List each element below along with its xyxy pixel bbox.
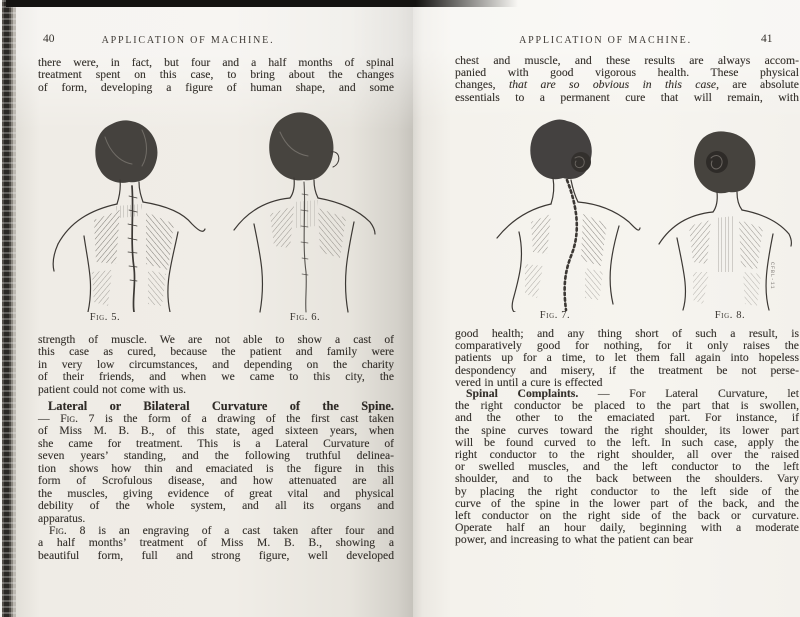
text-line: Spinal Complaints. — For Lateral Curvature, let [466, 387, 799, 400]
fig8-caption: Fig. 8. [714, 310, 746, 321]
text-line: power, and increasing to what the patient can bear [455, 533, 694, 547]
neck [713, 192, 742, 212]
text-line: in very low circumstances, and depending on the charity [38, 357, 394, 371]
text-line: of form, developing a figure of human shape, and some [38, 80, 394, 94]
text-line: or swelled muscles, and the left conductor to the left [455, 460, 799, 474]
text-line: there were, in fact, but four and a half months of spinal [38, 56, 394, 69]
fig7-illustration [485, 116, 645, 312]
text-line: essentials to a permanent cure that will remain, with [455, 90, 799, 104]
text-line: of Miss M. B. B., of this state, aged sixteen years, when [38, 424, 394, 438]
text-line: form of Scrofulous disease, and how attenuated are all [38, 474, 394, 488]
fig5-caption: Fig. 5. [89, 312, 121, 323]
torso-right [610, 226, 619, 304]
text-line: curve of the spine in the lower part of the back, and the [455, 496, 799, 510]
text-line: the spine curves toward the right shoulder, its lower part [455, 423, 799, 437]
fig7-caption: Fig. 7. [539, 310, 571, 321]
text-line: will be found curved to the left. In such case, apply the [455, 435, 799, 449]
text-line: the right conductor be placed to the part that is swollen, [455, 399, 799, 413]
text-line: Operate half an hour daily, beginning with a moderate [455, 521, 799, 535]
torso-right [346, 222, 354, 312]
text-line: patient could not come with us. [38, 382, 187, 396]
paragraph-fig8-left [38, 525, 394, 562]
engraver-mark: CFBL-11 [769, 262, 776, 290]
paragraph-top-left [38, 57, 394, 94]
text-line: and the other to the emaciated part. For instance, if [455, 411, 799, 425]
paragraph-top-right [455, 55, 799, 104]
paragraph-after-figures-right [455, 328, 799, 389]
hair-bun [706, 151, 728, 173]
text-line: tion shows how thin and emaciated is the figure in this [38, 461, 394, 475]
hair [95, 120, 157, 183]
text-line: chest and muscle, and these results are always accom- [455, 54, 799, 67]
shoulders [497, 202, 640, 238]
running-head-right: APPLICATION OF MACHINE. [519, 35, 692, 46]
torso-left [254, 224, 262, 312]
text-line: good health; and any thing short of such a result, is [455, 327, 799, 340]
page-number-right: 41 [761, 33, 773, 45]
fig6-illustration [230, 102, 376, 314]
torso-left [512, 232, 521, 312]
shading-left-scapula [94, 210, 120, 264]
text-line: by placing the right conductor to the left side of the [455, 484, 799, 498]
text-line: comparatively good for nothing, for it only raises the [455, 339, 799, 353]
fig5-illustration [50, 112, 206, 312]
text-line: left conductor on the right side of the back or curvature. [455, 509, 799, 523]
text-line: a half months’ treatment of Miss M. B. B., showing a [38, 536, 394, 550]
text-line: this case as cured, because the patient and family were [38, 345, 394, 359]
torso-left [84, 236, 91, 312]
text-line: she came for treatment. This is a Lateral Curvature of [38, 436, 394, 450]
book-page-edges [0, 0, 16, 617]
text-line: beautiful form, full and strong figure, well developed [38, 548, 394, 562]
text-line: treatment spent on this case, to bring about the changes [38, 68, 394, 82]
text-line: seven years’ standing, and the following truthful delinea- [38, 449, 394, 463]
shading-right-scapula [146, 212, 174, 270]
hair [269, 112, 333, 180]
text-line: the muscles, giving evidence of great vital and physical [38, 486, 394, 500]
text-line: strength of muscle. We are not able to show a cast of [38, 333, 394, 346]
page-right [413, 0, 800, 617]
torso-left [677, 238, 685, 310]
text-line: shoulder, and to the back between the shoulders. Vary [455, 472, 799, 486]
section-heading: Lateral or Bilateral Curvature of the Spine. [48, 399, 394, 413]
text-line: right conductor to the right shoulder, all over the raised [455, 448, 799, 462]
fig6-caption: Fig. 6. [289, 312, 321, 323]
text-line: patients up for a time, to let them fall again into hopeless [455, 351, 799, 365]
hair-bun [571, 152, 591, 172]
text-line: of their friends, and when we came to this city, the [38, 370, 394, 384]
text-line: despondency and misery, if the treatment be not perse- [455, 363, 799, 377]
curved-spine-line [565, 180, 577, 310]
paragraph-spinal-complaints [455, 388, 799, 547]
running-head-left: APPLICATION OF MACHINE. [101, 35, 275, 46]
page-left [16, 0, 413, 617]
text-line: changes, that are so obvious in this case, are absolute [455, 78, 799, 92]
page-number-left: 40 [43, 33, 55, 45]
text-line: vered in until a cure is effected [455, 375, 603, 389]
text-line: debility of the whole system, and all its organs and [38, 499, 394, 513]
text-line: apparatus. [38, 511, 86, 525]
shading-center [715, 216, 735, 272]
scan-top-edge [6, 0, 518, 7]
text-line: panied with good vigorous health. These physical [455, 66, 799, 80]
paragraph-section-left [38, 413, 394, 525]
neck [117, 180, 143, 204]
text-line: — Fig. 7 is the form of a drawing of the first cast taken [38, 412, 395, 425]
paragraph-after-figures-left [38, 334, 394, 396]
text-line: Fig. 8 is an engraving of a cast taken after four and [49, 524, 394, 537]
